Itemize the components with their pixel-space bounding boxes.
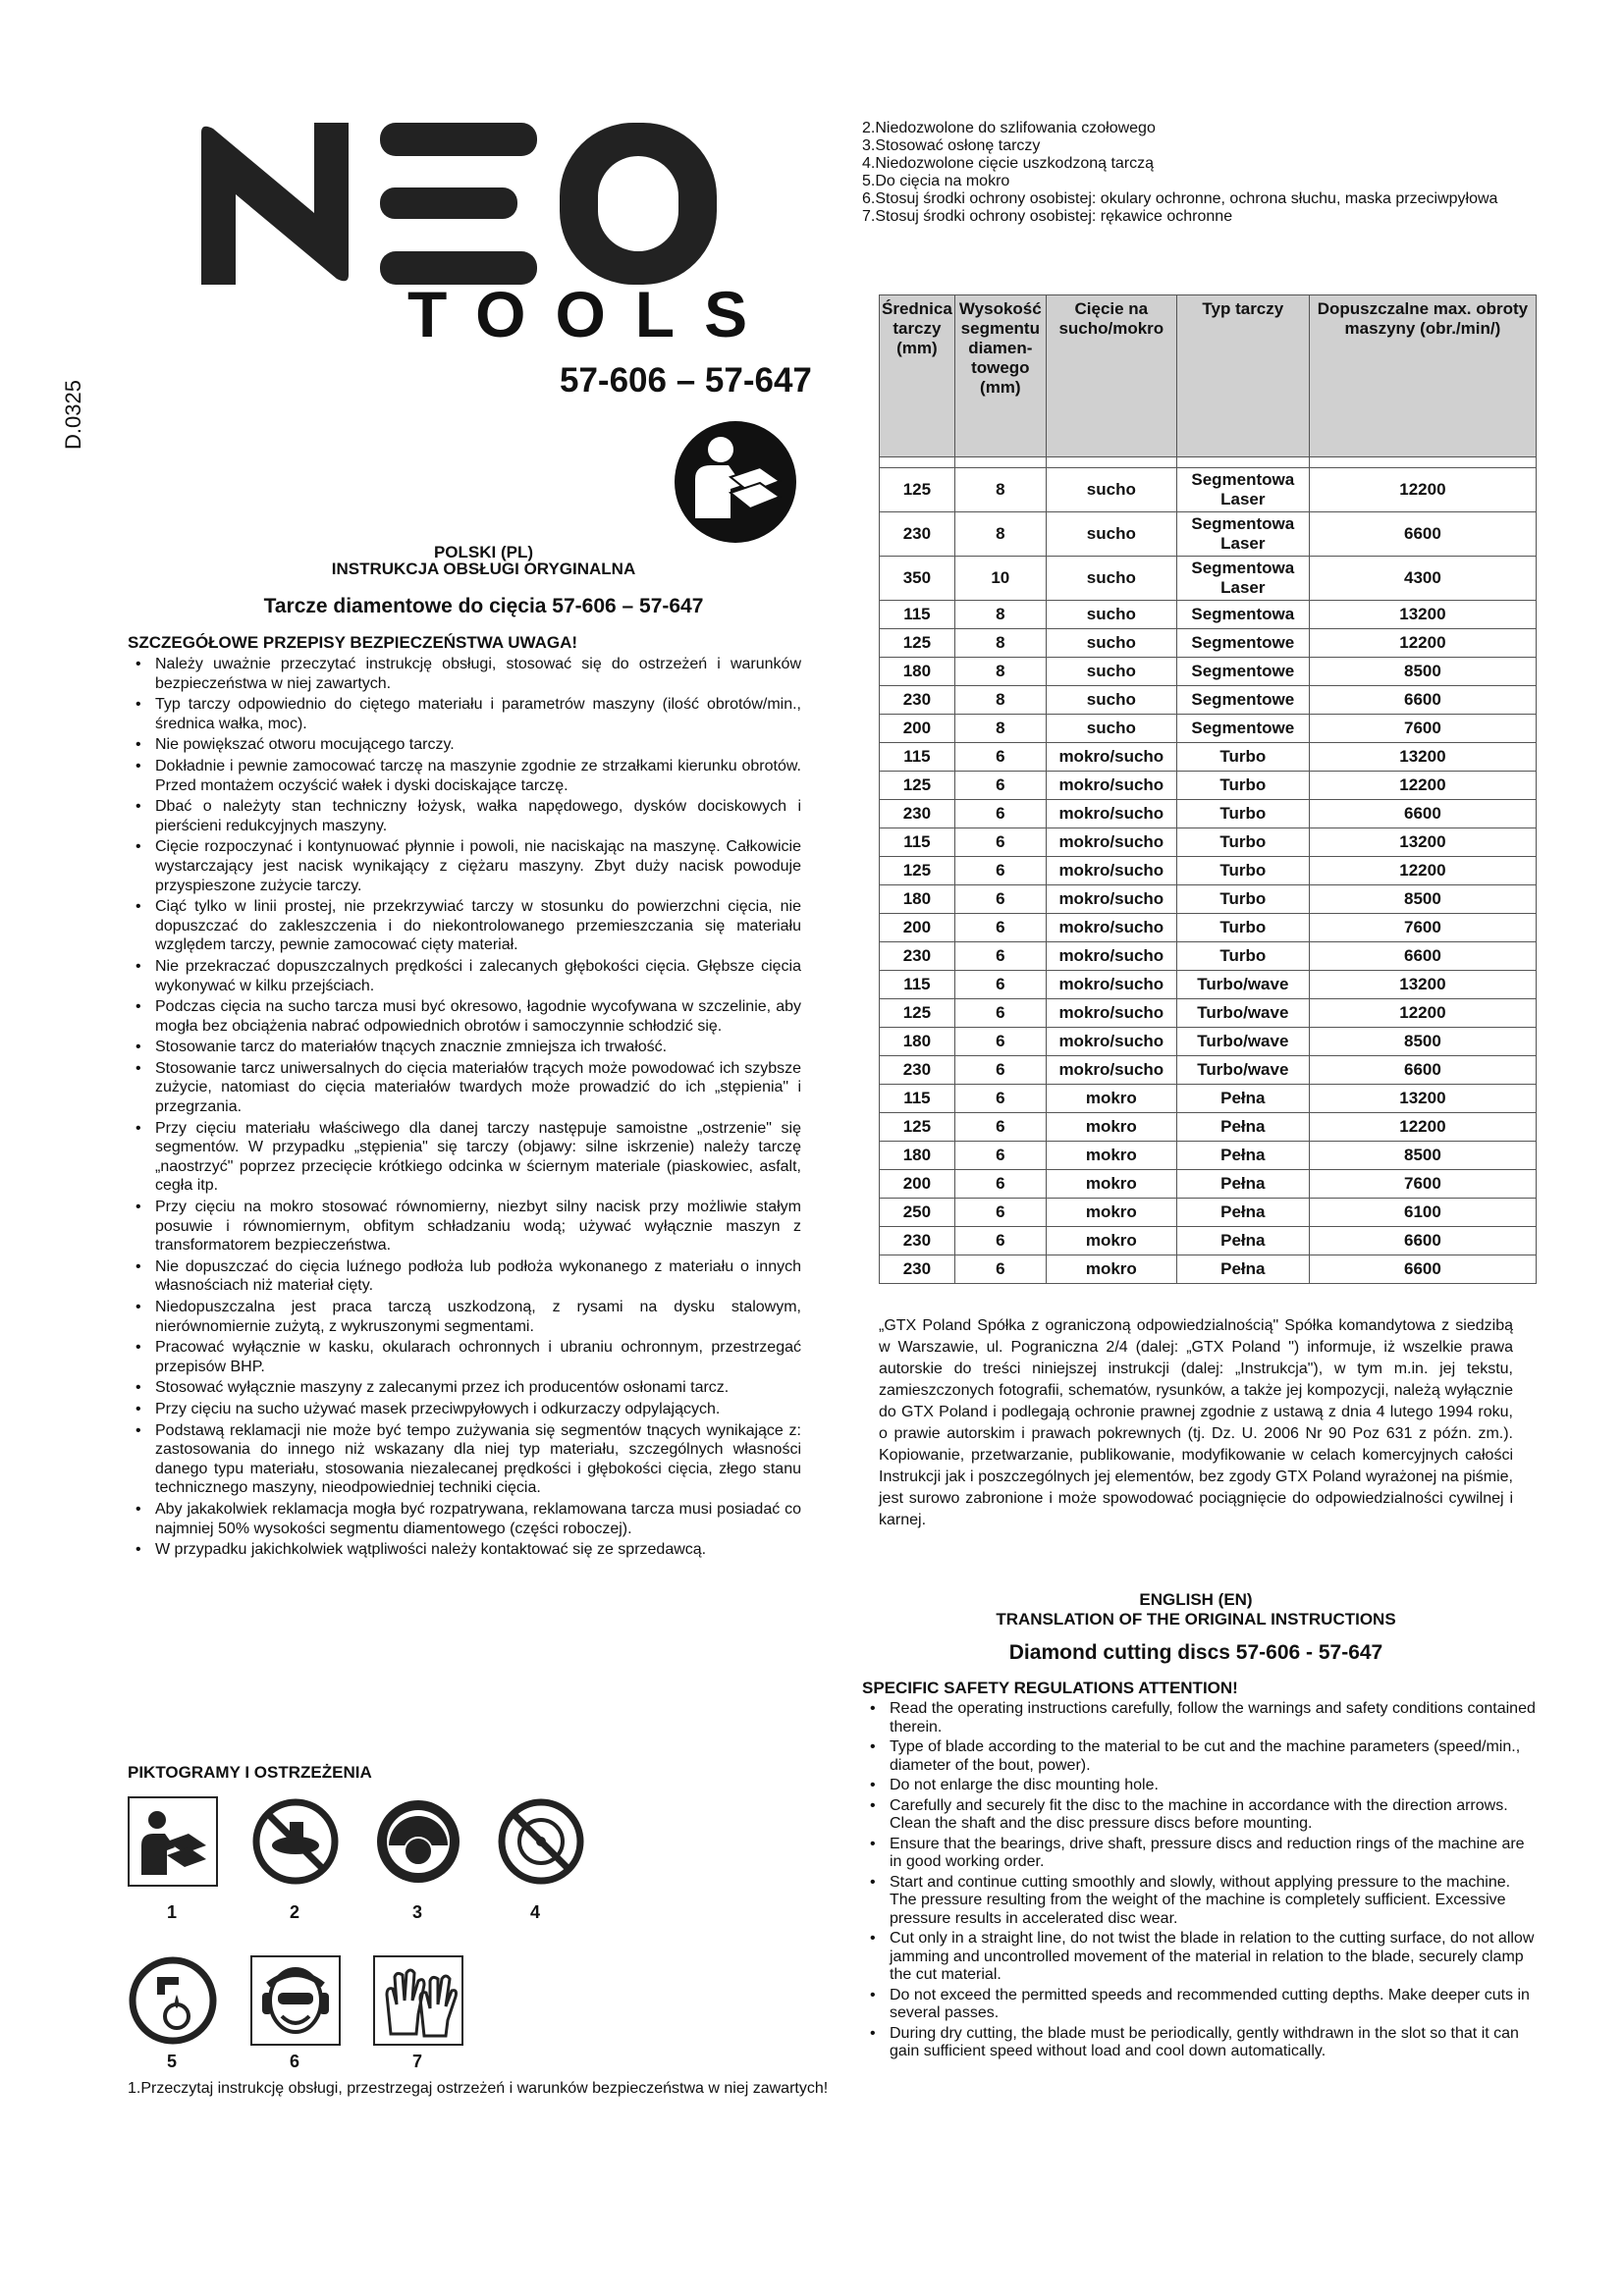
table-cell: 6 — [954, 1255, 1046, 1284]
table-cell: mokro/sucho — [1046, 1028, 1176, 1056]
table-cell: Turbo/wave — [1176, 1028, 1309, 1056]
table-cell: 230 — [880, 512, 955, 557]
list-item: • Nie przekraczać dopuszczalnych prędkości i zalecanych głębokości cięcia. Głębsze cięcia wykonywać w kilku przejściach. — [128, 957, 801, 995]
english-language-heading: ENGLISH (EN) — [1139, 1590, 1253, 1609]
table-cell: 7600 — [1309, 1170, 1536, 1199]
table-cell: 180 — [880, 885, 955, 914]
table-cell: 125 — [880, 1113, 955, 1142]
pictogram-caption: 2.Niedozwolone do szlifowania czołowego — [862, 120, 1156, 136]
table-cell: 8 — [954, 601, 1046, 629]
table-cell: 6600 — [1309, 1056, 1536, 1085]
table-cell: 6 — [954, 743, 1046, 772]
table-row — [880, 857, 1537, 885]
table-cell: sucho — [1046, 601, 1176, 629]
table-cell: mokro/sucho — [1046, 857, 1176, 885]
table-cell: Turbo — [1176, 942, 1309, 971]
table-cell: 12200 — [1309, 857, 1536, 885]
table-cell: 230 — [880, 686, 955, 715]
table-row — [880, 512, 1537, 557]
table-row — [880, 971, 1537, 999]
table-cell: Turbo — [1176, 743, 1309, 772]
table-cell: sucho — [1046, 658, 1176, 686]
list-item: • Podczas cięcia na sucho tarcza musi być okresowo, łagodnie wycofywana w szczelinie, aby mogła bez obciążenia nabrać odpowiednich obrotów i samoczynnie schłodzić się. — [128, 997, 801, 1036]
table-cell: Turbo/wave — [1176, 999, 1309, 1028]
table-cell: 12200 — [1309, 772, 1536, 800]
table-cell: 125 — [880, 772, 955, 800]
table-cell: mokro — [1046, 1113, 1176, 1142]
table-cell: 7600 — [1309, 914, 1536, 942]
table-row — [880, 743, 1537, 772]
table-cell: 8 — [954, 512, 1046, 557]
table-cell: Segmentowa Laser — [1176, 512, 1309, 557]
copyright-notice: „GTX Poland Spółka z ograniczoną odpowiedzialnością" Spółka komandytowa z siedzibą w Warszawie, ul. Pograniczna 2/4 (dalej: „GTX Poland ") informuje, iż wszelkie prawa autorskie do treści niniejszej instrukcji (dalej: „Instrukcja"), w tym m.in. jej tekstu, zamieszczonych fotografii, schematów, rysunków, a także jej kompozycji, należą wyłącznie do GTX Poland i podlegają ochronie prawnej zgodnie z ustawą z dnia 4 lutego 1994 roku, o prawie autorskim i prawach pokrewnych (tj. Dz. U. 2006 Nr 90 Poz 631 z późn. zm.). Kopiowanie, przetwarzanie, publikowanie, modyfikowanie w celach komercyjnych całości Instrukcji jak i poszczególnych jej elementów, bez zgody GTX Poland wyrażonej na piśmie, jest surowo zabronione i może spowodować pociągnięcie do odpowiedzialności cywilnej i karnej. — [879, 1317, 1513, 1528]
table-spacer-cell — [1176, 457, 1309, 468]
read-manual-icon — [674, 420, 797, 544]
table-cell: 6 — [954, 1227, 1046, 1255]
english-rules-title: SPECIFIC SAFETY REGULATIONS ATTENTION! — [862, 1679, 1238, 1697]
table-spacer-cell — [880, 457, 955, 468]
table-cell: 7600 — [1309, 715, 1536, 743]
list-item: • Typ tarczy odpowiednio do ciętego materiału i parametrów maszyny (ilość obrotów/min., średnica wałka, moc). — [128, 695, 801, 733]
table-cell: 6 — [954, 1142, 1046, 1170]
table-cell: 115 — [880, 1085, 955, 1113]
table-cell: 13200 — [1309, 971, 1536, 999]
table-cell: 8500 — [1309, 885, 1536, 914]
tools-logo-text: TOOLS — [407, 278, 778, 350]
table-cell: mokro — [1046, 1255, 1176, 1284]
table-cell: 13200 — [1309, 1085, 1536, 1113]
english-instruction-type: TRANSLATION OF THE ORIGINAL INSTRUCTIONS — [996, 1610, 1396, 1629]
read-manual-pictogram-icon — [128, 1796, 218, 1887]
table-cell: mokro — [1046, 1170, 1176, 1199]
table-cell: 8 — [954, 715, 1046, 743]
table-cell: 200 — [880, 715, 955, 743]
table-cell: Turbo — [1176, 885, 1309, 914]
table-row — [880, 468, 1537, 512]
table-cell: Pełna — [1176, 1199, 1309, 1227]
table-cell: Pełna — [1176, 1142, 1309, 1170]
no-damaged-disc-icon — [496, 1796, 586, 1887]
table-cell: mokro/sucho — [1046, 828, 1176, 857]
table-cell: 6 — [954, 857, 1046, 885]
table-cell: 115 — [880, 828, 955, 857]
model-range: 57-606 – 57-647 — [560, 361, 812, 400]
table-cell: 13200 — [1309, 828, 1536, 857]
table-header-cell: Cięcie na sucho/mokro — [1046, 295, 1176, 457]
table-row — [880, 1170, 1537, 1199]
table-cell: 230 — [880, 1227, 955, 1255]
table-cell: 6 — [954, 828, 1046, 857]
table-row — [880, 800, 1537, 828]
table-cell: 180 — [880, 1142, 955, 1170]
pictogram-number: 7 — [412, 2052, 423, 2071]
list-item: • Cięcie rozpoczynać i kontynuować płynnie i powoli, nie naciskając na maszynę. Całkowicie wystarczający jest nacisk wynikający z ciężaru maszyny. Zbyt duży nacisk powoduje przyspieszone zużycie tarczy. — [128, 837, 801, 895]
table-cell: 8 — [954, 686, 1046, 715]
table-row — [880, 1056, 1537, 1085]
list-item: • Stosować wyłącznie maszyny z zalecanymi przez ich producentów osłonami tarcz. — [128, 1378, 801, 1398]
list-item: • Stosowanie tarcz do materiałów tnących znacznie zmniejsza ich trwałość. — [128, 1038, 801, 1057]
table-cell: 200 — [880, 1170, 955, 1199]
list-item: • Przy cięciu materiału właściwego dla danej tarczy następuje samoistne „ostrzenie" się segmentów. W przypadku „stępienia" się tarczy (objawy: silne iskrzenie) należy tarczę „naostrzyć" poprzez przecięcie krótkiego odcinka w ściernym materiale (piaskowiec, asfalt, cegła itp. — [128, 1119, 801, 1196]
table-cell: 125 — [880, 857, 955, 885]
table-row — [880, 1113, 1537, 1142]
table-cell: 115 — [880, 743, 955, 772]
table-cell: 6100 — [1309, 1199, 1536, 1227]
table-cell: 350 — [880, 557, 955, 601]
table-cell: 6 — [954, 1113, 1046, 1142]
table-row — [880, 1028, 1537, 1056]
list-item: • Type of blade according to the material to be cut and the machine parameters (speed/min., diameter of the bout, power). — [862, 1738, 1540, 1775]
table-cell: 230 — [880, 1255, 955, 1284]
table-cell: 6600 — [1309, 686, 1536, 715]
table-cell: 8500 — [1309, 1142, 1536, 1170]
list-item: • Read the operating instructions carefully, follow the warnings and safety conditions contained therein. — [862, 1700, 1540, 1736]
table-cell: Segmentowa — [1176, 601, 1309, 629]
table-cell: Segmentowa Laser — [1176, 468, 1309, 512]
list-item: • Nie powiększać otworu mocującego tarczy. — [128, 735, 801, 755]
table-cell: 6 — [954, 1085, 1046, 1113]
table-row — [880, 1255, 1537, 1284]
pictogram-caption-1: 1.Przeczytaj instrukcję obsługi, przestrzegaj ostrzeżeń i warunków bezpieczeństwa w niej zawartych! — [128, 2080, 829, 2097]
polish-instruction-type: INSTRUKCJA OBSŁUGI ORYGINALNA — [331, 560, 636, 578]
pictogram-caption: 4.Niedozwolone cięcie uszkodzoną tarczą — [862, 155, 1155, 172]
table-cell: 230 — [880, 942, 955, 971]
table-row — [880, 658, 1537, 686]
table-cell: 6 — [954, 1199, 1046, 1227]
table-row — [880, 715, 1537, 743]
table-cell: mokro/sucho — [1046, 772, 1176, 800]
neo-logo — [201, 123, 717, 285]
list-item: • Ciąć tylko w linii prostej, nie przekrzywiać tarczy w stosunku do powierzchni cięcia, nie dopuszczać do zakleszczenia i do niekontrolowanego przemieszczania się materiału względem tarczy, pewnie zamocować cięty materiał. — [128, 897, 801, 955]
table-cell: 6 — [954, 772, 1046, 800]
table-cell: 230 — [880, 1056, 955, 1085]
table-row — [880, 1227, 1537, 1255]
table-cell: Segmentowe — [1176, 686, 1309, 715]
table-cell: 8 — [954, 658, 1046, 686]
table-cell: 12200 — [1309, 629, 1536, 658]
table-cell: Segmentowe — [1176, 715, 1309, 743]
list-item: • Pracować wyłącznie w kasku, okularach ochronnych i ubraniu ochronnym, przestrzegać przepisów BHP. — [128, 1338, 801, 1376]
table-cell: Pełna — [1176, 1170, 1309, 1199]
table-header-cell: Wysokość segmentu diamen-towego (mm) — [954, 295, 1046, 457]
table-cell: Turbo — [1176, 914, 1309, 942]
table-cell: 12200 — [1309, 999, 1536, 1028]
wet-cutting-icon — [128, 1955, 218, 2046]
table-cell: 6600 — [1309, 942, 1536, 971]
table-cell: sucho — [1046, 715, 1176, 743]
pictogram-number: 3 — [412, 1902, 423, 1922]
table-cell: 13200 — [1309, 743, 1536, 772]
table-row — [880, 1199, 1537, 1227]
table-cell: 6600 — [1309, 800, 1536, 828]
table-cell: mokro/sucho — [1046, 999, 1176, 1028]
list-item: • Dokładnie i pewnie zamocować tarczę na maszynie zgodnie ze strzałkami kierunku obrotów. Przed montażem oczyścić wałek i dyski dociskające tarczę. — [128, 757, 801, 795]
table-row — [880, 1085, 1537, 1113]
table-row — [880, 557, 1537, 601]
table-cell: Turbo — [1176, 772, 1309, 800]
table-header-cell: Dopuszczalne max. obroty maszyny (obr./min/) — [1309, 295, 1536, 457]
pictogram-caption: 5.Do cięcia na mokro — [862, 173, 1010, 189]
table-cell: mokro — [1046, 1085, 1176, 1113]
table-row — [880, 914, 1537, 942]
list-item: • During dry cutting, the blade must be periodically, gently withdrawn in the slot so that it can gain sufficient speed without load and cool down automatically. — [862, 2025, 1540, 2061]
list-item: • Stosowanie tarcz uniwersalnych do cięcia materiałów trących może powodować ich szybsze zużycie, natomiast do cięcia materiałów twardych może prowadzić do ich „stępienia" i przegrzania. — [128, 1059, 801, 1117]
table-cell: mokro — [1046, 1199, 1176, 1227]
table-cell: Pełna — [1176, 1085, 1309, 1113]
list-item: • Aby jakakolwiek reklamacja mogła być rozpatrywana, reklamowana tarcza musi posiadać co najmniej 50% wysokości segmentu diamentowego (części roboczej). — [128, 1500, 801, 1538]
list-item: • Przy cięciu na sucho używać masek przeciwpyłowych i odkurzaczy odpylających. — [128, 1400, 801, 1419]
table-cell: 6 — [954, 942, 1046, 971]
table-cell: 8 — [954, 468, 1046, 512]
table-cell: 230 — [880, 800, 955, 828]
ppe-face-protection-icon — [250, 1955, 341, 2046]
table-cell: sucho — [1046, 629, 1176, 658]
table-cell: 6600 — [1309, 512, 1536, 557]
list-item: • Ensure that the bearings, drive shaft, pressure discs and reduction rings of the machine are in good working order. — [862, 1836, 1540, 1872]
table-cell: 6600 — [1309, 1255, 1536, 1284]
polish-title: Tarcze diamentowe do cięcia 57-606 – 57-647 — [263, 595, 704, 617]
table-cell: sucho — [1046, 686, 1176, 715]
pictograms-title: PIKTOGRAMY I OSTRZEŻENIA — [128, 1763, 372, 1782]
table-cell: 10 — [954, 557, 1046, 601]
pictogram-number: 4 — [530, 1902, 541, 1922]
list-item: • Przy cięciu na mokro stosować równomierny, niezbyt silny nacisk przy możliwie stałym posuwie i równomiernym, obfitym schładzaniu wodą; używać wyłącznie maszyn z transformatorem bezpieczeństwa. — [128, 1198, 801, 1255]
table-cell: Turbo/wave — [1176, 1056, 1309, 1085]
english-rules-list — [862, 1700, 1540, 2063]
use-disc-guard-icon — [373, 1796, 463, 1887]
table-cell: sucho — [1046, 557, 1176, 601]
table-cell: 8500 — [1309, 658, 1536, 686]
table-row — [880, 999, 1537, 1028]
table-row — [880, 1142, 1537, 1170]
table-cell: 6 — [954, 885, 1046, 914]
table-cell: 6 — [954, 800, 1046, 828]
table-cell: 12200 — [1309, 1113, 1536, 1142]
table-spacer-cell — [1309, 457, 1536, 468]
no-face-grinding-icon — [250, 1796, 341, 1887]
table-header-cell: Średnica tarczy (mm) — [880, 295, 955, 457]
table-row — [880, 885, 1537, 914]
table-cell: 12200 — [1309, 468, 1536, 512]
table-cell: Segmentowe — [1176, 629, 1309, 658]
pictogram-number: 6 — [290, 2052, 300, 2071]
pictogram-caption: 6.Stosuj środki ochrony osobistej: okulary ochronne, ochrona słuchu, maska przeciwpyłowa — [862, 190, 1498, 207]
pictogram-captions-list — [862, 120, 1530, 226]
list-item: • Cut only in a straight line, do not twist the blade in relation to the cutting surface, do not allow jamming and uncontrolled movement of the material in relation to the blade, securely clamp the cut material. — [862, 1930, 1540, 1985]
table-cell: mokro/sucho — [1046, 800, 1176, 828]
list-item: • Należy uważnie przeczytać instrukcję obsługi, stosować się do ostrzeżeń i warunków bezpieczeństwa w niej zawartych. — [128, 655, 801, 693]
table-cell: Pełna — [1176, 1113, 1309, 1142]
table-cell: sucho — [1046, 468, 1176, 512]
pictogram-number: 1 — [167, 1902, 178, 1922]
pictogram-number: 5 — [167, 2052, 178, 2071]
table-cell: 6600 — [1309, 1227, 1536, 1255]
table-cell: 6 — [954, 971, 1046, 999]
polish-rules-title: SZCZEGÓŁOWE PRZEPISY BEZPIECZEŃSTWA UWAGA! — [128, 633, 578, 652]
table-cell: mokro/sucho — [1046, 885, 1176, 914]
table-cell: 6 — [954, 914, 1046, 942]
table-cell: 180 — [880, 658, 955, 686]
document-code: D.0325 — [61, 380, 85, 450]
table-row — [880, 601, 1537, 629]
list-item: • Do not enlarge the disc mounting hole. — [862, 1777, 1540, 1795]
table-cell: 8 — [954, 629, 1046, 658]
table-cell: 250 — [880, 1199, 955, 1227]
table-cell: 6 — [954, 1170, 1046, 1199]
table-cell: 8500 — [1309, 1028, 1536, 1056]
table-row — [880, 686, 1537, 715]
table-cell: Pełna — [1176, 1227, 1309, 1255]
table-cell: mokro — [1046, 1142, 1176, 1170]
table-cell: mokro/sucho — [1046, 971, 1176, 999]
table-cell: Turbo — [1176, 828, 1309, 857]
table-spacer-cell — [954, 457, 1046, 468]
table-row — [880, 772, 1537, 800]
list-item: • Niedopuszczalna jest praca tarczą uszkodzoną, z rysami na dysku stalowym, nierównomiernie zużytą, z wykruszonymi segmentami. — [128, 1298, 801, 1336]
table-cell: Turbo — [1176, 857, 1309, 885]
list-item: • Podstawą reklamacji nie może być tempo zużywania się segmentów tnących wynikające z: zastosowania do innego niż wskazany dla niej typ materiału, szczególnych własności danego typu materiału, stosowania niezalecanej prędkości i głębokości cięcia, złego stanu technicznego maszyny, nieodpowiedniej techniki cięcia. — [128, 1421, 801, 1498]
list-item: • Nie dopuszczać do cięcia luźnego podłoża lub podłoża wykonanego z materiału o innych własnościach niż materiał cięty. — [128, 1257, 801, 1296]
list-item: • Dbać o należyty stan techniczny łożysk, wałka napędowego, dysków dociskowych i pierścieni redukcyjnych maszyny. — [128, 797, 801, 835]
table-header-cell: Typ tarczy — [1176, 295, 1309, 457]
table-cell: Pełna — [1176, 1255, 1309, 1284]
english-title: Diamond cutting discs 57-606 - 57-647 — [1008, 1641, 1383, 1664]
table-cell: 4300 — [1309, 557, 1536, 601]
table-cell: mokro/sucho — [1046, 914, 1176, 942]
table-cell: 180 — [880, 1028, 955, 1056]
table-row — [880, 629, 1537, 658]
protective-gloves-icon — [373, 1955, 463, 2046]
table-spacer-cell — [1046, 457, 1176, 468]
table-cell: 13200 — [1309, 601, 1536, 629]
polish-rules-list — [128, 655, 801, 1562]
disc-specification-table — [879, 294, 1537, 1284]
table-cell: mokro/sucho — [1046, 1056, 1176, 1085]
table-cell: mokro — [1046, 1227, 1176, 1255]
table-cell: 200 — [880, 914, 955, 942]
table-cell: 115 — [880, 971, 955, 999]
table-cell: 125 — [880, 629, 955, 658]
table-body — [880, 457, 1537, 1284]
pictogram-number: 2 — [290, 1902, 300, 1922]
table-cell: Segmentowe — [1176, 658, 1309, 686]
table-cell: Segmentowa Laser — [1176, 557, 1309, 601]
polish-language-heading: POLSKI (PL) — [433, 543, 534, 561]
table-row — [880, 942, 1537, 971]
table-cell: Turbo/wave — [1176, 971, 1309, 999]
pictogram-caption: 7.Stosuj środki ochrony osobistej: rękawice ochronne — [862, 208, 1233, 225]
table-cell: mokro/sucho — [1046, 743, 1176, 772]
list-item: • Carefully and securely fit the disc to the machine in accordance with the direction arrows. Clean the shaft and the disc pressure discs before mounting. — [862, 1797, 1540, 1834]
list-item: • Start and continue cutting smoothly and slowly, without applying pressure to the machine. The pressure resulting from the weight of the machine is completely sufficient. Excessive pressure results in accelerated disc wear. — [862, 1874, 1540, 1929]
table-cell: 125 — [880, 468, 955, 512]
table-cell: mokro/sucho — [1046, 942, 1176, 971]
pictogram-caption: 3.Stosować osłonę tarczy — [862, 137, 1041, 154]
table-row — [880, 828, 1537, 857]
table-cell: sucho — [1046, 512, 1176, 557]
list-item: • W przypadku jakichkolwiek wątpliwości należy kontaktować się ze sprzedawcą. — [128, 1540, 801, 1560]
table-header-row — [880, 295, 1537, 457]
table-cell: 6 — [954, 1056, 1046, 1085]
table-cell: 6 — [954, 999, 1046, 1028]
table-cell: 6 — [954, 1028, 1046, 1056]
table-spacer-row — [880, 457, 1537, 468]
table-cell: 115 — [880, 601, 955, 629]
table-cell: 125 — [880, 999, 955, 1028]
list-item: • Do not exceed the permitted speeds and recommended cutting depths. Make deeper cuts in several passes. — [862, 1987, 1540, 2023]
table-cell: Turbo — [1176, 800, 1309, 828]
